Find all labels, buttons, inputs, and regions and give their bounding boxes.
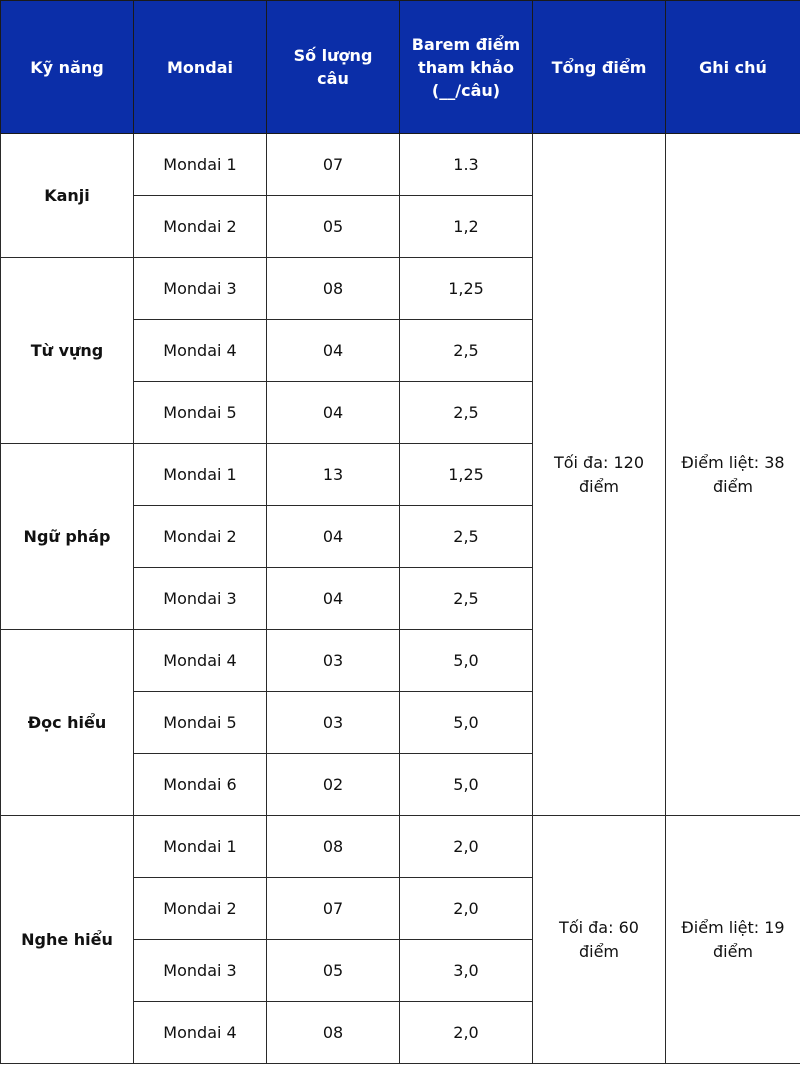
mondai-cell: Mondai 4: [134, 630, 267, 692]
note-listening-line1: Điểm liệt: 19: [681, 917, 785, 937]
header-count: Số lượng câu: [267, 1, 400, 134]
score-cell: 1,2: [400, 196, 533, 258]
score-cell: 3,0: [400, 940, 533, 1002]
note-language-line1: Điểm liệt: 38: [681, 452, 785, 472]
score-cell: 2,5: [400, 382, 533, 444]
score-cell: 5,0: [400, 754, 533, 816]
mondai-cell: Mondai 3: [134, 568, 267, 630]
header-total: Tổng điểm: [533, 1, 666, 134]
count-cell: 02: [267, 754, 400, 816]
table-row: [1, 134, 800, 196]
mondai-cell: Mondai 5: [134, 692, 267, 754]
total-language: [533, 134, 666, 816]
header-barem: [400, 1, 533, 134]
skill-nghe-hieu: Nghe hiểu: [1, 816, 134, 1064]
count-cell: 13: [267, 444, 400, 506]
total-language-line2: điểm: [578, 476, 620, 496]
note-listening: [666, 816, 800, 1064]
count-cell: 04: [267, 382, 400, 444]
mondai-cell: Mondai 3: [134, 258, 267, 320]
mondai-cell: Mondai 2: [134, 506, 267, 568]
score-cell: 1,25: [400, 258, 533, 320]
header-row: [1, 1, 800, 134]
mondai-cell: Mondai 1: [134, 444, 267, 506]
score-cell: 2,0: [400, 878, 533, 940]
count-cell: 05: [267, 196, 400, 258]
count-cell: 07: [267, 134, 400, 196]
count-cell: 08: [267, 1002, 400, 1064]
mondai-cell: Mondai 2: [134, 196, 267, 258]
count-cell: 08: [267, 258, 400, 320]
count-cell: 03: [267, 692, 400, 754]
count-cell: 04: [267, 568, 400, 630]
note-language-line2: điểm: [712, 476, 754, 496]
table-row: [1, 816, 800, 878]
note-language: [666, 134, 800, 816]
count-cell: 04: [267, 320, 400, 382]
header-mondai: Mondai: [134, 1, 267, 134]
mondai-cell: Mondai 3: [134, 940, 267, 1002]
score-cell: 2,5: [400, 506, 533, 568]
skill-kanji: Kanji: [1, 134, 134, 258]
score-cell: 2,5: [400, 568, 533, 630]
mondai-cell: Mondai 5: [134, 382, 267, 444]
total-language-line1: Tối đa: 120: [553, 452, 645, 472]
header-note: Ghi chú: [666, 1, 800, 134]
skill-ngu-phap: Ngữ pháp: [1, 444, 134, 630]
score-cell: 1,25: [400, 444, 533, 506]
count-cell: 04: [267, 506, 400, 568]
score-cell: 2,0: [400, 1002, 533, 1064]
skill-tu-vung: Từ vựng: [1, 258, 134, 444]
mondai-cell: Mondai 1: [134, 134, 267, 196]
count-cell: 08: [267, 816, 400, 878]
count-cell: 03: [267, 630, 400, 692]
skill-doc-hieu: Đọc hiểu: [1, 630, 134, 816]
count-cell: 05: [267, 940, 400, 1002]
score-cell: 2,5: [400, 320, 533, 382]
note-listening-line2: điểm: [712, 941, 754, 961]
count-cell: 07: [267, 878, 400, 940]
header-barem-line2: tham khảo: [418, 57, 514, 77]
mondai-cell: Mondai 4: [134, 320, 267, 382]
header-skill: Kỹ năng: [1, 1, 134, 134]
score-cell: 5,0: [400, 692, 533, 754]
score-cell: 1.3: [400, 134, 533, 196]
mondai-cell: Mondai 4: [134, 1002, 267, 1064]
mondai-cell: Mondai 6: [134, 754, 267, 816]
mondai-cell: Mondai 2: [134, 878, 267, 940]
header-barem-line1: Barem điểm: [411, 34, 521, 54]
score-cell: 2,0: [400, 816, 533, 878]
mondai-cell: Mondai 1: [134, 816, 267, 878]
total-listening: Tối đa: 60 điểm: [533, 816, 666, 1064]
score-cell: 5,0: [400, 630, 533, 692]
header-barem-line3: (__/câu): [431, 80, 501, 100]
